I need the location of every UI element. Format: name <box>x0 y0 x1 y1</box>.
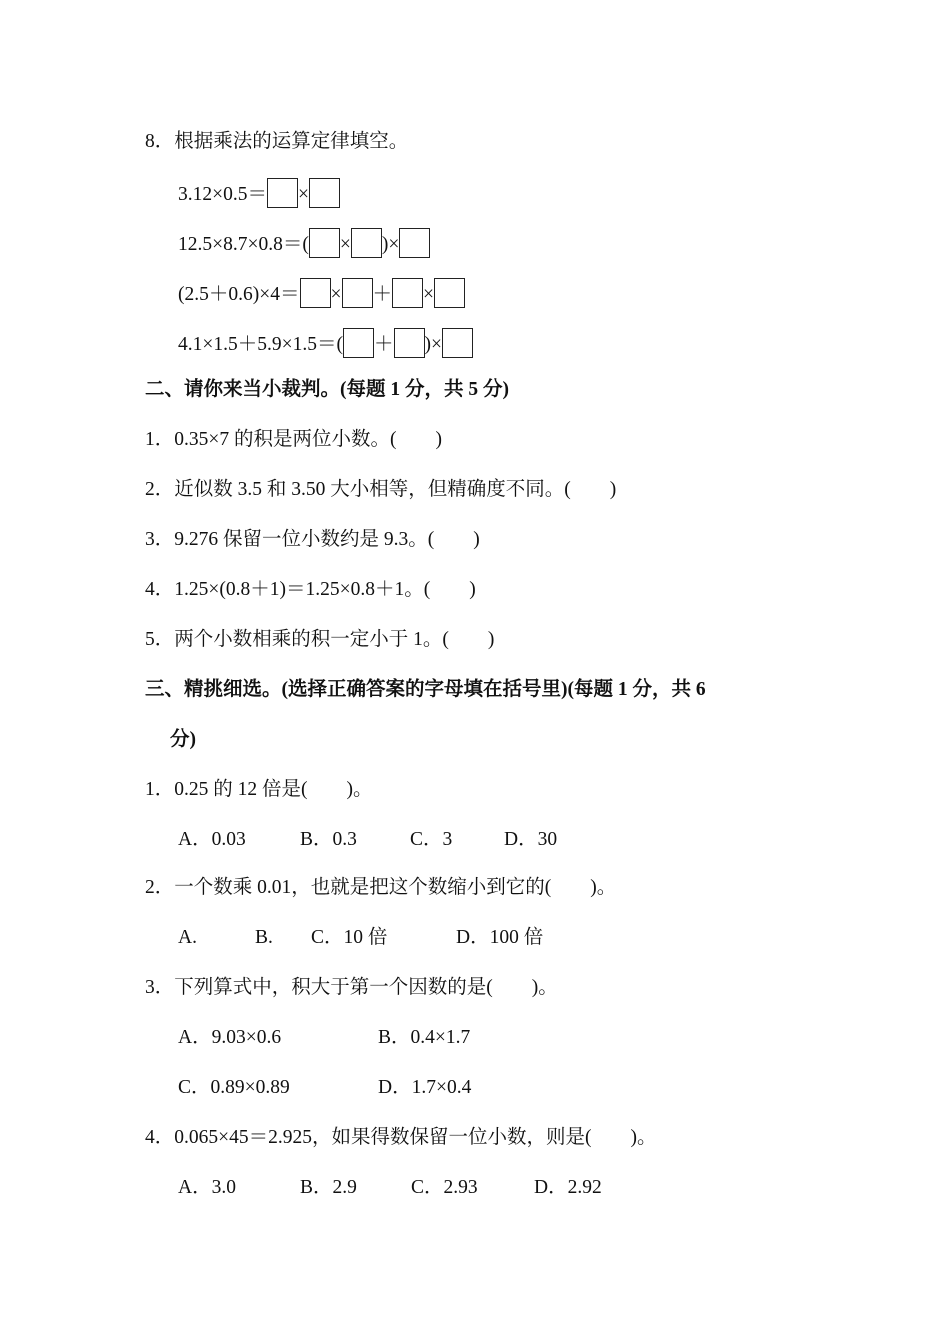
answer-box[interactable] <box>300 278 331 308</box>
times-sign: × <box>423 284 435 305</box>
equation-lhs: 4.1×1.5＋5.9×1.5＝( <box>178 334 343 355</box>
q8-equation-2 <box>178 228 430 258</box>
option-b[interactable]: B. <box>255 927 273 948</box>
times-sign: × <box>298 184 309 205</box>
option-c[interactable]: C．3 <box>410 829 453 850</box>
option-c[interactable]: C．10 倍 <box>311 927 388 948</box>
q8-equation-3 <box>178 278 465 308</box>
section-3-heading-cont: 分) <box>170 729 196 750</box>
answer-box[interactable] <box>434 278 465 308</box>
answer-box[interactable] <box>343 328 374 358</box>
close-paren: ) <box>381 234 389 255</box>
choice-q4-stem: 4．0.065×45＝2.925，如果得数保留一位小数，则是( )。 <box>145 1127 657 1148</box>
q8-equation-1 <box>178 178 340 208</box>
judge-item-2: 2．近似数 3.5 和 3.50 大小相等，但精确度不同。( ) <box>145 479 617 500</box>
option-d[interactable]: D．30 <box>504 829 558 850</box>
option-a[interactable]: A．0.03 <box>178 829 246 850</box>
judge-item-5: 5．两个小数相乘的积一定小于 1。( ) <box>145 629 495 650</box>
option-c[interactable]: C．0.89×0.89 <box>178 1077 290 1098</box>
equation-lhs: 3.12×0.5＝ <box>178 184 267 205</box>
option-d[interactable]: D．1.7×0.4 <box>378 1077 472 1098</box>
answer-box[interactable] <box>267 178 298 208</box>
equation-lhs: 12.5×8.7×0.8＝( <box>178 234 309 255</box>
answer-box[interactable] <box>342 278 373 308</box>
choice-q1-stem: 1．0.25 的 12 倍是( )。 <box>145 779 373 800</box>
option-d[interactable]: D．100 倍 <box>456 927 544 948</box>
answer-box[interactable] <box>442 328 473 358</box>
answer-box[interactable] <box>399 228 430 258</box>
answer-box[interactable] <box>351 228 382 258</box>
q8-equation-4 <box>178 328 473 358</box>
choice-q3-stem: 3．下列算式中，积大于第一个因数的是( )。 <box>145 977 558 998</box>
judge-item-4: 4．1.25×(0.8＋1)＝1.25×0.8＋1。( ) <box>145 579 476 600</box>
plus-sign: ＋ <box>372 284 393 305</box>
choice-q2-stem: 2．一个数乘 0.01，也就是把这个数缩小到它的( )。 <box>145 877 617 898</box>
question-8-title: 8．根据乘法的运算定律填空。 <box>145 131 409 152</box>
option-b[interactable]: B．2.9 <box>300 1177 357 1198</box>
option-b[interactable]: B．0.3 <box>300 829 357 850</box>
times-sign: × <box>339 234 351 255</box>
equation-lhs: (2.5＋0.6)×4＝ <box>178 284 300 305</box>
times-sign: × <box>388 234 400 255</box>
times-sign: × <box>330 284 342 305</box>
answer-box[interactable] <box>309 178 340 208</box>
answer-box[interactable] <box>309 228 340 258</box>
answer-box[interactable] <box>392 278 423 308</box>
plus-sign: ＋ <box>374 334 394 355</box>
judge-item-3: 3．9.276 保留一位小数约是 9.3。( ) <box>145 529 480 550</box>
option-a[interactable]: A．9.03×0.6 <box>178 1027 282 1048</box>
section-3-heading: 三、精挑细选。(选择正确答案的字母填在括号里)(每题 1 分，共 6 <box>145 679 706 700</box>
times-sign: × <box>431 334 443 355</box>
option-d[interactable]: D．2.92 <box>534 1177 602 1198</box>
option-c[interactable]: C．2.93 <box>411 1177 478 1198</box>
answer-box[interactable] <box>394 328 425 358</box>
section-2-heading: 二、请你来当小裁判。(每题 1 分，共 5 分) <box>145 379 509 400</box>
judge-item-1: 1．0.35×7 的积是两位小数。( ) <box>145 429 442 450</box>
option-b[interactable]: B．0.4×1.7 <box>378 1027 471 1048</box>
option-a[interactable]: A. <box>178 927 197 948</box>
option-a[interactable]: A．3.0 <box>178 1177 236 1198</box>
close-paren: ) <box>424 334 432 355</box>
